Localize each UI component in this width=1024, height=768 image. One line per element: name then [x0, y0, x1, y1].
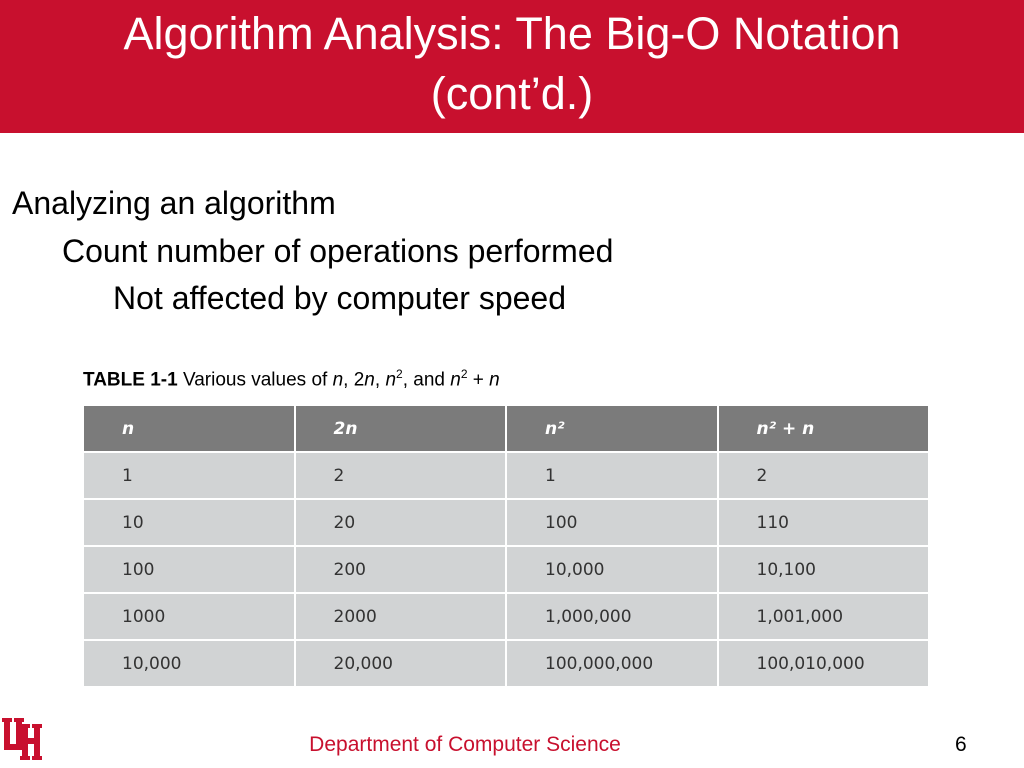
- caption-label: TABLE 1-1: [83, 369, 178, 391]
- caption-sep: ,: [374, 369, 386, 391]
- table-cell: 20: [295, 499, 507, 546]
- caption-n: n: [450, 369, 461, 391]
- caption-n: n: [364, 369, 375, 391]
- caption-prefix: Various values of: [182, 369, 333, 391]
- table-cell: 20,000: [295, 640, 507, 687]
- footer-department: Department of Computer Science: [309, 733, 621, 756]
- table-row: [83, 499, 929, 546]
- header-2n: 2n: [295, 405, 507, 452]
- bullet-level-3: Not affected by computer speed: [113, 280, 567, 316]
- table-cell: 2: [295, 452, 507, 499]
- caption-superscript: 2: [396, 367, 403, 381]
- table-cell: 100: [83, 546, 295, 593]
- title-bar: [0, 0, 1024, 133]
- table-row: [83, 640, 929, 687]
- caption-plus: +: [467, 369, 490, 391]
- values-table: [82, 404, 930, 688]
- table-caption: [83, 367, 500, 391]
- table-row: [83, 593, 929, 640]
- caption-superscript: 2: [460, 367, 468, 381]
- caption-two: 2: [353, 369, 365, 391]
- table-cell: 10,000: [506, 546, 718, 593]
- table-cell: 2: [718, 452, 930, 499]
- header-n-squared: n²: [506, 405, 718, 452]
- bullet-level-2: Count number of operations performed: [62, 233, 614, 269]
- page-number: 6: [955, 733, 967, 756]
- caption-n: n: [332, 369, 344, 391]
- caption-sep: ,: [343, 369, 354, 391]
- table-cell: 1,000,000: [506, 593, 718, 640]
- table-body: [83, 452, 929, 687]
- table-cell: 10,100: [718, 546, 930, 593]
- table-cell: 1000: [83, 593, 295, 640]
- table-header-row: [83, 405, 929, 452]
- table-cell: 2000: [295, 593, 507, 640]
- table-cell: 200: [295, 546, 507, 593]
- table-cell: 110: [718, 499, 930, 546]
- table-cell: 100,000,000: [506, 640, 718, 687]
- header-n-squared-plus-n: n² + n: [718, 405, 930, 452]
- table-cell: 1: [83, 452, 295, 499]
- caption-n: n: [489, 369, 500, 391]
- table-head: [83, 405, 929, 452]
- table-cell: 100: [506, 499, 718, 546]
- table-row: [83, 546, 929, 593]
- table-cell: 100,010,000: [718, 640, 930, 687]
- title-line-2: (cont’d.): [430, 68, 594, 119]
- table-cell: 10: [83, 499, 295, 546]
- slide-title: [0, 4, 1024, 124]
- table-cell: 10,000: [83, 640, 295, 687]
- bullet-level-1: Analyzing an algorithm: [12, 185, 336, 221]
- title-line-1: Algorithm Analysis: The Big-O Notation: [123, 8, 901, 59]
- table-row: [83, 452, 929, 499]
- caption-sep: , and: [402, 369, 451, 391]
- table-cell: 1,001,000: [718, 593, 930, 640]
- table-cell: 1: [506, 452, 718, 499]
- caption-n: n: [385, 369, 397, 391]
- header-n: n: [83, 405, 295, 452]
